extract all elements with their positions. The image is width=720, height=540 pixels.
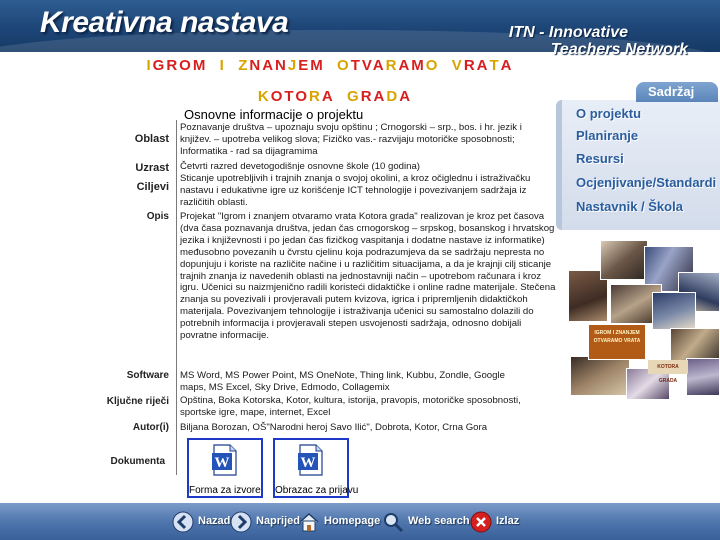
menu-item-o-projektu[interactable]: O projektu [576,106,642,121]
header-banner [0,0,720,58]
itn-brand-line1: ITN - Innovative [508,24,628,41]
nav-homepage-label: Homepage [324,515,381,527]
arrow-right-icon [230,511,252,533]
content-panel-title: Sadržaj [648,84,695,99]
label-uzrast: Uzrast [135,162,169,174]
table-divider [176,120,177,475]
title-letter-i2: I [219,57,226,74]
document-forma-za-izvore[interactable] [187,438,263,498]
close-icon [470,511,492,533]
collage-sign-small: KOTORA GRADA [648,360,688,374]
text-software: MS Word, MS Power Point, MS OneNote, Thing link, Kubbu, Zondle, Google maps, MS Excel, Sky Drive, Edmodo, Collagemix [180,370,505,393]
svg-text:W: W [300,455,316,471]
nav-web-search-label: Web search [408,515,470,527]
menu-item-resursi[interactable]: Resursi [576,151,624,166]
nav-nazad[interactable] [172,511,234,533]
title-letter-i: I [146,57,153,74]
svg-text:W: W [214,455,230,471]
title-word-grom: GROM [152,57,208,74]
document-obrazac-za-prijavu[interactable] [273,438,359,498]
label-ciljevi: Ciljevi [136,181,169,193]
nav-naprijed-label: Naprijed [256,515,301,527]
label-software: Software [126,370,169,381]
collage-photo [686,358,720,396]
label-kljucne-rijeci: Ključne riječi [106,396,169,407]
menu-item-ocjenjivanje[interactable]: Ocjenjivanje/Standardi [576,175,717,190]
document-label: Obrazac za prijavu [275,485,359,496]
title-word-znanjem: ZNANJEM [238,57,325,74]
title-word-otvaramo: OTVARAMO [337,57,440,74]
collage-photo [570,356,630,396]
arrow-left-icon [172,511,194,533]
text-autori: Biljana Borozan, OŠ"Narodni heroj Savo Ilić", Dobrota, Kotor, Crna Gora [180,422,488,433]
bottom-navbar [0,503,720,540]
nav-homepage[interactable] [298,511,380,533]
title-word-grada: GRADA [347,88,413,105]
photo-collage [540,232,720,402]
collage-photo [652,292,696,330]
nav-nazad-label: Nazad [198,515,231,527]
label-oblast: Oblast [134,133,169,145]
home-icon [298,511,320,533]
section-subtitle: Osnovne informacije o projektu [184,107,364,122]
content-panel [556,82,720,232]
word-document-icon [297,444,325,476]
document-label: Forma za izvore [189,485,261,496]
text-ciljevi: Sticanje upotrebljivih i trajnih znanja o svojoj okolini, a kroz očiglednu i istraživačku nastavu i edukativne igre uz korišćenje ICT tehnologije i povezivanjem sadržaja iz različitih oblasti. [180,173,531,208]
content-panel-tab [636,82,718,102]
title-word-vrata: VRATA [451,57,514,74]
collage-photo [600,240,648,280]
nav-izlaz-label: Izlaz [496,515,520,527]
text-uzrast: Četvrti razred devetogodišnje osnovne škole (10 godina) [180,161,420,172]
project-title-line1 [0,57,660,74]
word-document-icon [211,444,239,476]
text-kljucne-rijeci: Opština, Boka Kotorska, Kotor, kultura, istorija, pravopis, motoričke sposobnosti, sportske igre, mape, internet, Excel [180,395,521,418]
collage-sign: IGROM I ZNANJEM OTVARAMO VRATA [588,324,646,360]
search-icon [382,511,404,533]
menu-item-nastavnik-skola[interactable]: Nastavnik / Škola [576,199,683,214]
text-opis: Projekat "Igrom i znanjem otvaramo vrata Kotora grada" realizovan je kroz pet časova (dva časa poznavanja društva, jedan čas crnogorskog – srpskog, bosanskog i hrvatskog jezika i književnosti i po jedan čas fizičkog vaspitanja i dodatne nastave iz informatike) međusobno povezanih u čvrstu cjelinu koja podrazumjeva da se sadržaju nepresta no dopunjuju i koriste na različite načine i u različitim situacijama, a da je krajnji cilj sticanje trajnih znanja iz navedenih oblasti na jednostavniji način – upotrebom računara i kroz igru. Učenici su naizmjenično radili koristeći didaktičke i online radne materijale. Stečena znanja su povezivali i provjeravali putem kvizova, igrica i pripremljenih didaktičkoh materijala. Povezivanjem tehnologije i istraživanja učenici su samostalno dolazili do potrebnih informacija i provjeravali stepen usvojenosti sadržaja, odnosno dobijali povratne informacije. [180,211,556,342]
label-opis: Opis [146,211,169,222]
nav-izlaz[interactable] [470,511,520,533]
site-title: Kreativna nastava [40,6,289,39]
nav-naprijed[interactable] [230,511,300,533]
menu-item-planiranje[interactable]: Planiranje [576,128,639,143]
nav-web-search[interactable] [382,511,468,533]
label-dokumenta: Dokumenta [110,456,165,467]
label-autori: Autor(i) [132,422,169,433]
itn-brand [508,12,704,58]
text-oblast: Poznavanje društva – upoznaju svoju opštinu ; Crnogorski – srp., bos. i hr. jezik i književ. – upotreba velikog slova; Fizičko vas.- razvijaju motoričke sposobnosti; Informatika - rad sa dijagramima [180,122,522,157]
itn-brand-line2: Teachers Network [550,41,688,58]
title-word-kotora: KOTORA [257,88,335,105]
